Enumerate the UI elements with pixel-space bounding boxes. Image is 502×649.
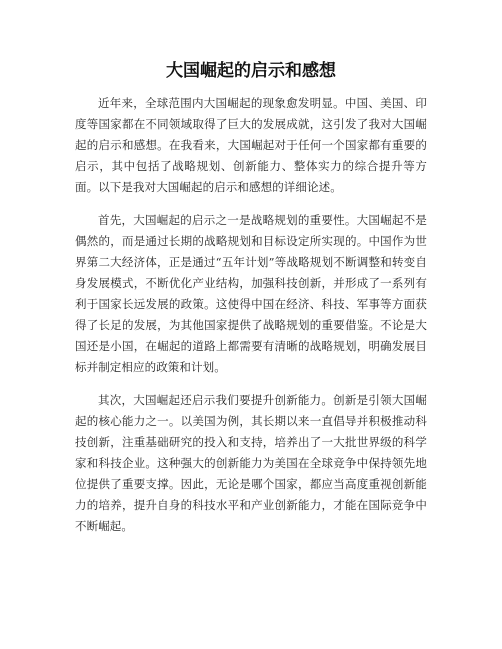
page-title: 大国崛起的启示和感想 <box>166 61 336 81</box>
paragraph-strategy: 首先，大国崛起的启示之一是战略规划的重要性。大国崛起不是偶然的，而是通过长期的战略规划和目标设定所实现的。中国作为世界第二大经济体，正是通过“五年计划”等战略规划不断调整和转变自身发展模式，不断优化产业结构，加强科技创新，并形成了一系列有利于国家长远发展的政策。这使得中国在经济、科技、军事等方面获得了长足的发展，为其他国家提供了战略规划的重要借鉴。不论是大国还是小国，在崛起的道路上都需要有清晰的战略规划，明确发展目标并制定相应的政策和计划。 <box>75 213 427 374</box>
paragraph-intro: 近年来，全球范围内大国崛起的现象愈发明显。中国、美国、印度等国家都在不同领域取得了巨大的发展成就，这引发了我对大国崛起的启示和感想。在我看来，大国崛起对于任何一个国家都有重要的启示，其中包括了战略规划、创新能力、整体实力的综合提升等方面。以下是我对大国崛起的启示和感想的详细论述。 <box>75 96 427 194</box>
paragraph-innovation: 其次，大国崛起还启示我们要提升创新能力。创新是引领大国崛起的核心能力之一。以美国为例，其长期以来一直倡导并积极推动科技创新，注重基础研究的投入和支持，培养出了一大批世界级的科学家和科技企业。这种强大的创新能力为美国在全球竞争中保持领先地位提供了重要支撑。因此，无论是哪个国家，都应当高度重视创新能力的培养，提升自身的科技水平和产业创新能力，才能在国际竞争中不断崛起。 <box>75 393 427 533</box>
